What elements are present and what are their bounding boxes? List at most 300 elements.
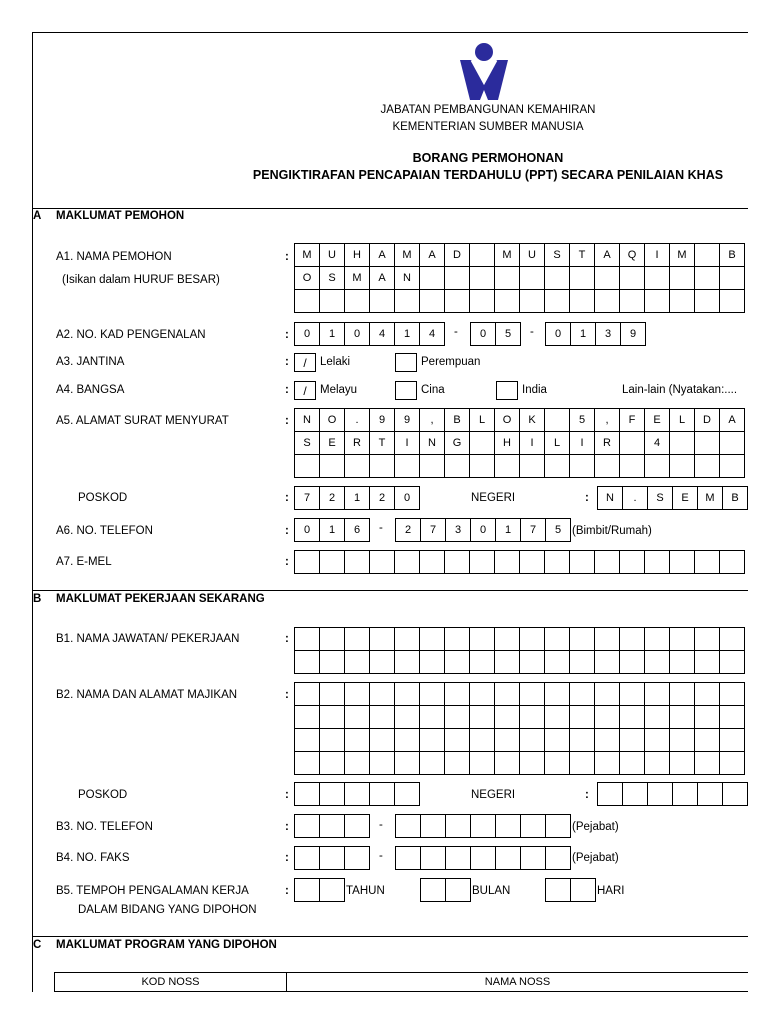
char-box[interactable] [670, 432, 695, 455]
char-box[interactable] [521, 815, 546, 838]
char-box[interactable] [471, 847, 496, 870]
char-box[interactable]: A [720, 409, 745, 432]
char-box[interactable] [520, 683, 545, 706]
char-box[interactable] [670, 729, 695, 752]
office-phone-prefix-grid[interactable] [294, 814, 370, 838]
char-box[interactable]: N [598, 487, 623, 510]
fax-number-grid[interactable] [395, 846, 571, 870]
char-box[interactable] [470, 432, 495, 455]
char-box[interactable] [295, 455, 320, 478]
char-box[interactable] [545, 267, 570, 290]
char-box[interactable] [645, 455, 670, 478]
char-box[interactable]: 5 [496, 323, 521, 346]
char-box[interactable] [495, 683, 520, 706]
char-box[interactable]: B [720, 244, 745, 267]
char-box[interactable]: 0 [295, 323, 320, 346]
char-box[interactable] [495, 651, 520, 674]
char-box[interactable] [545, 455, 570, 478]
char-box[interactable] [420, 706, 445, 729]
char-box[interactable]: S [320, 267, 345, 290]
char-box[interactable] [645, 752, 670, 775]
char-box[interactable] [295, 783, 320, 806]
address-grid[interactable] [294, 408, 745, 478]
char-box[interactable] [445, 752, 470, 775]
char-box[interactable] [670, 683, 695, 706]
char-box[interactable] [420, 752, 445, 775]
char-box[interactable]: 2 [396, 519, 421, 542]
char-box[interactable] [495, 290, 520, 313]
char-box[interactable] [370, 628, 395, 651]
char-box[interactable] [345, 290, 370, 313]
char-box[interactable] [320, 290, 345, 313]
char-box[interactable] [470, 752, 495, 775]
char-box[interactable]: 2 [370, 487, 395, 510]
char-box[interactable] [595, 651, 620, 674]
char-box[interactable] [545, 752, 570, 775]
char-box[interactable] [720, 628, 745, 651]
char-box[interactable] [395, 651, 420, 674]
char-box[interactable] [546, 815, 571, 838]
char-box[interactable]: N [420, 432, 445, 455]
char-box[interactable] [645, 267, 670, 290]
char-box[interactable] [720, 752, 745, 775]
char-box[interactable] [295, 651, 320, 674]
char-box[interactable] [320, 455, 345, 478]
char-box[interactable]: , [595, 409, 620, 432]
char-box[interactable] [695, 651, 720, 674]
char-box[interactable] [295, 290, 320, 313]
char-box[interactable]: I [395, 432, 420, 455]
name-grid[interactable] [294, 243, 745, 313]
char-box[interactable]: 5 [570, 409, 595, 432]
char-box[interactable]: 2 [320, 487, 345, 510]
char-box[interactable] [670, 290, 695, 313]
char-box[interactable] [620, 729, 645, 752]
char-box[interactable] [595, 551, 620, 574]
char-box[interactable] [698, 783, 723, 806]
char-box[interactable] [370, 729, 395, 752]
char-box[interactable] [420, 651, 445, 674]
char-box[interactable]: M [495, 244, 520, 267]
char-box[interactable] [470, 244, 495, 267]
char-box[interactable] [345, 847, 370, 870]
char-box[interactable]: 6 [345, 519, 370, 542]
char-box[interactable] [395, 729, 420, 752]
char-box[interactable]: K [520, 409, 545, 432]
char-box[interactable] [320, 729, 345, 752]
char-box[interactable] [545, 683, 570, 706]
char-box[interactable] [295, 879, 320, 902]
char-box[interactable] [545, 706, 570, 729]
char-box[interactable]: S [295, 432, 320, 455]
char-box[interactable] [595, 729, 620, 752]
char-box[interactable] [420, 267, 445, 290]
char-box[interactable] [470, 651, 495, 674]
char-box[interactable] [521, 847, 546, 870]
char-box[interactable]: F [620, 409, 645, 432]
char-box[interactable] [720, 651, 745, 674]
char-box[interactable] [570, 290, 595, 313]
char-box[interactable] [420, 628, 445, 651]
char-box[interactable] [395, 551, 420, 574]
char-box[interactable] [320, 752, 345, 775]
char-box[interactable]: 0 [471, 519, 496, 542]
char-box[interactable] [720, 290, 745, 313]
char-box[interactable] [295, 706, 320, 729]
char-box[interactable]: 5 [546, 519, 571, 542]
char-box[interactable]: O [295, 267, 320, 290]
char-box[interactable] [370, 651, 395, 674]
char-box[interactable] [598, 783, 623, 806]
char-box[interactable] [470, 455, 495, 478]
char-box[interactable]: 1 [320, 519, 345, 542]
char-box[interactable]: A [370, 267, 395, 290]
char-box[interactable] [695, 455, 720, 478]
char-box[interactable] [645, 683, 670, 706]
char-box[interactable] [295, 752, 320, 775]
char-box[interactable] [620, 706, 645, 729]
char-box[interactable] [420, 551, 445, 574]
char-box[interactable]: Q [620, 244, 645, 267]
char-box[interactable] [720, 729, 745, 752]
race-india-checkbox[interactable] [496, 381, 518, 400]
char-box[interactable] [695, 267, 720, 290]
char-box[interactable] [496, 815, 521, 838]
char-box[interactable] [620, 290, 645, 313]
char-box[interactable] [670, 267, 695, 290]
char-box[interactable]: 0 [546, 323, 571, 346]
char-box[interactable] [695, 551, 720, 574]
char-box[interactable] [595, 267, 620, 290]
char-box[interactable] [670, 752, 695, 775]
char-box[interactable] [446, 879, 471, 902]
char-box[interactable]: M [395, 244, 420, 267]
char-box[interactable] [720, 432, 745, 455]
char-box[interactable] [645, 551, 670, 574]
char-box[interactable] [295, 628, 320, 651]
char-box[interactable] [546, 879, 571, 902]
char-box[interactable] [345, 752, 370, 775]
char-box[interactable] [620, 752, 645, 775]
char-box[interactable]: H [495, 432, 520, 455]
char-box[interactable]: 9 [395, 409, 420, 432]
char-box[interactable] [495, 706, 520, 729]
months-grid[interactable] [420, 878, 471, 902]
char-box[interactable] [370, 551, 395, 574]
char-box[interactable] [495, 455, 520, 478]
char-box[interactable] [496, 847, 521, 870]
char-box[interactable]: L [470, 409, 495, 432]
char-box[interactable]: B [445, 409, 470, 432]
char-box[interactable] [446, 847, 471, 870]
char-box[interactable] [670, 551, 695, 574]
char-box[interactable]: E [645, 409, 670, 432]
char-box[interactable] [395, 683, 420, 706]
char-box[interactable] [645, 729, 670, 752]
char-box[interactable] [345, 815, 370, 838]
char-box[interactable] [320, 879, 345, 902]
char-box[interactable] [395, 455, 420, 478]
ic-number-part3[interactable] [545, 322, 646, 346]
char-box[interactable]: L [545, 432, 570, 455]
char-box[interactable]: 1 [320, 323, 345, 346]
char-box[interactable] [370, 455, 395, 478]
char-box[interactable]: I [520, 432, 545, 455]
char-box[interactable]: 9 [621, 323, 646, 346]
char-box[interactable] [695, 729, 720, 752]
char-box[interactable] [695, 244, 720, 267]
char-box[interactable] [520, 628, 545, 651]
char-box[interactable] [520, 455, 545, 478]
char-box[interactable] [470, 706, 495, 729]
char-box[interactable] [421, 847, 446, 870]
char-box[interactable] [445, 290, 470, 313]
race-cina-checkbox[interactable] [395, 381, 417, 400]
char-box[interactable] [570, 729, 595, 752]
char-box[interactable] [570, 752, 595, 775]
char-box[interactable] [445, 651, 470, 674]
char-box[interactable] [320, 651, 345, 674]
char-box[interactable] [648, 783, 673, 806]
char-box[interactable] [670, 706, 695, 729]
char-box[interactable]: E [673, 487, 698, 510]
char-box[interactable] [345, 455, 370, 478]
char-box[interactable] [470, 267, 495, 290]
char-box[interactable] [570, 455, 595, 478]
char-box[interactable] [471, 815, 496, 838]
char-box[interactable]: A [420, 244, 445, 267]
char-box[interactable]: E [320, 432, 345, 455]
char-box[interactable]: H [345, 244, 370, 267]
char-box[interactable] [470, 628, 495, 651]
char-box[interactable] [445, 551, 470, 574]
office-phone-number-grid[interactable] [395, 814, 571, 838]
char-box[interactable]: I [570, 432, 595, 455]
char-box[interactable] [320, 683, 345, 706]
char-box[interactable] [570, 683, 595, 706]
char-box[interactable] [446, 815, 471, 838]
char-box[interactable] [520, 752, 545, 775]
days-grid[interactable] [545, 878, 596, 902]
char-box[interactable]: 1 [345, 487, 370, 510]
char-box[interactable] [570, 267, 595, 290]
char-box[interactable]: T [570, 244, 595, 267]
char-box[interactable] [545, 729, 570, 752]
char-box[interactable] [470, 290, 495, 313]
char-box[interactable] [320, 706, 345, 729]
char-box[interactable] [520, 651, 545, 674]
char-box[interactable]: 7 [295, 487, 320, 510]
char-box[interactable] [495, 267, 520, 290]
char-box[interactable] [445, 729, 470, 752]
char-box[interactable] [495, 729, 520, 752]
char-box[interactable] [295, 683, 320, 706]
char-box[interactable]: 0 [471, 323, 496, 346]
char-box[interactable]: O [495, 409, 520, 432]
char-box[interactable] [620, 551, 645, 574]
char-box[interactable] [695, 432, 720, 455]
char-box[interactable] [495, 551, 520, 574]
char-box[interactable] [370, 683, 395, 706]
char-box[interactable] [595, 455, 620, 478]
char-box[interactable] [345, 628, 370, 651]
char-box[interactable] [570, 706, 595, 729]
char-box[interactable]: 3 [446, 519, 471, 542]
char-box[interactable] [495, 628, 520, 651]
char-box[interactable] [720, 267, 745, 290]
char-box[interactable]: 0 [395, 487, 420, 510]
negeri-grid[interactable] [597, 486, 748, 510]
char-box[interactable] [673, 783, 698, 806]
char-box[interactable] [670, 628, 695, 651]
char-box[interactable]: 7 [521, 519, 546, 542]
char-box[interactable] [720, 683, 745, 706]
char-box[interactable] [396, 815, 421, 838]
char-box[interactable]: O [320, 409, 345, 432]
char-box[interactable]: 0 [295, 519, 320, 542]
char-box[interactable] [595, 752, 620, 775]
ic-number-part2[interactable] [470, 322, 521, 346]
char-box[interactable] [420, 290, 445, 313]
char-box[interactable] [421, 815, 446, 838]
char-box[interactable] [320, 783, 345, 806]
char-box[interactable] [545, 551, 570, 574]
char-box[interactable] [595, 628, 620, 651]
char-box[interactable] [445, 628, 470, 651]
char-box[interactable] [695, 706, 720, 729]
char-box[interactable] [545, 628, 570, 651]
char-box[interactable]: 7 [421, 519, 446, 542]
char-box[interactable] [520, 551, 545, 574]
char-box[interactable] [395, 783, 420, 806]
char-box[interactable] [320, 551, 345, 574]
employer-address-grid[interactable] [294, 682, 745, 775]
char-box[interactable] [546, 847, 571, 870]
char-box[interactable] [320, 628, 345, 651]
char-box[interactable] [421, 879, 446, 902]
char-box[interactable] [395, 290, 420, 313]
char-box[interactable] [345, 729, 370, 752]
char-box[interactable] [345, 706, 370, 729]
char-box[interactable] [420, 729, 445, 752]
char-box[interactable] [570, 551, 595, 574]
char-box[interactable] [295, 729, 320, 752]
char-box[interactable] [623, 783, 648, 806]
char-box[interactable]: 1 [496, 519, 521, 542]
char-box[interactable]: U [320, 244, 345, 267]
char-box[interactable] [670, 455, 695, 478]
char-box[interactable]: S [648, 487, 673, 510]
char-box[interactable]: S [545, 244, 570, 267]
char-box[interactable] [695, 290, 720, 313]
char-box[interactable] [295, 815, 320, 838]
employer-negeri-grid[interactable] [597, 782, 748, 806]
char-box[interactable] [570, 651, 595, 674]
char-box[interactable] [520, 729, 545, 752]
char-box[interactable]: 0 [345, 323, 370, 346]
char-box[interactable] [520, 290, 545, 313]
char-box[interactable]: A [370, 244, 395, 267]
char-box[interactable] [445, 455, 470, 478]
char-box[interactable]: L [670, 409, 695, 432]
char-box[interactable]: T [370, 432, 395, 455]
char-box[interactable] [723, 783, 748, 806]
char-box[interactable]: B [723, 487, 748, 510]
char-box[interactable] [595, 290, 620, 313]
gender-male-checkbox[interactable]: / [294, 353, 316, 372]
char-box[interactable] [345, 651, 370, 674]
char-box[interactable] [520, 267, 545, 290]
char-box[interactable] [645, 290, 670, 313]
char-box[interactable] [695, 683, 720, 706]
char-box[interactable] [645, 706, 670, 729]
char-box[interactable] [720, 455, 745, 478]
years-grid[interactable] [294, 878, 345, 902]
char-box[interactable] [695, 628, 720, 651]
char-box[interactable] [545, 651, 570, 674]
char-box[interactable]: I [645, 244, 670, 267]
char-box[interactable]: 1 [571, 323, 596, 346]
char-box[interactable] [620, 628, 645, 651]
char-box[interactable] [620, 455, 645, 478]
char-box[interactable]: 1 [395, 323, 420, 346]
char-box[interactable] [470, 729, 495, 752]
char-box[interactable] [620, 651, 645, 674]
char-box[interactable] [620, 267, 645, 290]
char-box[interactable] [620, 432, 645, 455]
char-box[interactable]: . [623, 487, 648, 510]
char-box[interactable] [320, 815, 345, 838]
char-box[interactable] [545, 409, 570, 432]
char-box[interactable] [570, 628, 595, 651]
char-box[interactable]: U [520, 244, 545, 267]
phone-number-grid[interactable] [395, 518, 571, 542]
char-box[interactable] [445, 267, 470, 290]
char-box[interactable] [370, 290, 395, 313]
char-box[interactable] [670, 651, 695, 674]
char-box[interactable]: , [420, 409, 445, 432]
char-box[interactable]: N [295, 409, 320, 432]
char-box[interactable]: D [695, 409, 720, 432]
char-box[interactable] [370, 706, 395, 729]
email-grid[interactable] [294, 550, 745, 574]
char-box[interactable] [445, 706, 470, 729]
char-box[interactable] [571, 879, 596, 902]
char-box[interactable] [545, 290, 570, 313]
char-box[interactable]: 9 [370, 409, 395, 432]
char-box[interactable]: 4 [645, 432, 670, 455]
char-box[interactable] [395, 706, 420, 729]
char-box[interactable] [445, 683, 470, 706]
poskod-grid[interactable] [294, 486, 420, 510]
char-box[interactable] [720, 706, 745, 729]
char-box[interactable] [345, 551, 370, 574]
char-box[interactable]: R [345, 432, 370, 455]
phone-prefix-grid[interactable] [294, 518, 370, 542]
ic-number-part1[interactable] [294, 322, 445, 346]
char-box[interactable] [295, 551, 320, 574]
race-melayu-checkbox[interactable]: / [294, 381, 316, 400]
char-box[interactable] [370, 783, 395, 806]
gender-female-checkbox[interactable] [395, 353, 417, 372]
char-box[interactable] [720, 551, 745, 574]
char-box[interactable] [645, 628, 670, 651]
char-box[interactable] [395, 628, 420, 651]
char-box[interactable]: R [595, 432, 620, 455]
char-box[interactable]: D [445, 244, 470, 267]
char-box[interactable]: 3 [596, 323, 621, 346]
char-box[interactable]: G [445, 432, 470, 455]
